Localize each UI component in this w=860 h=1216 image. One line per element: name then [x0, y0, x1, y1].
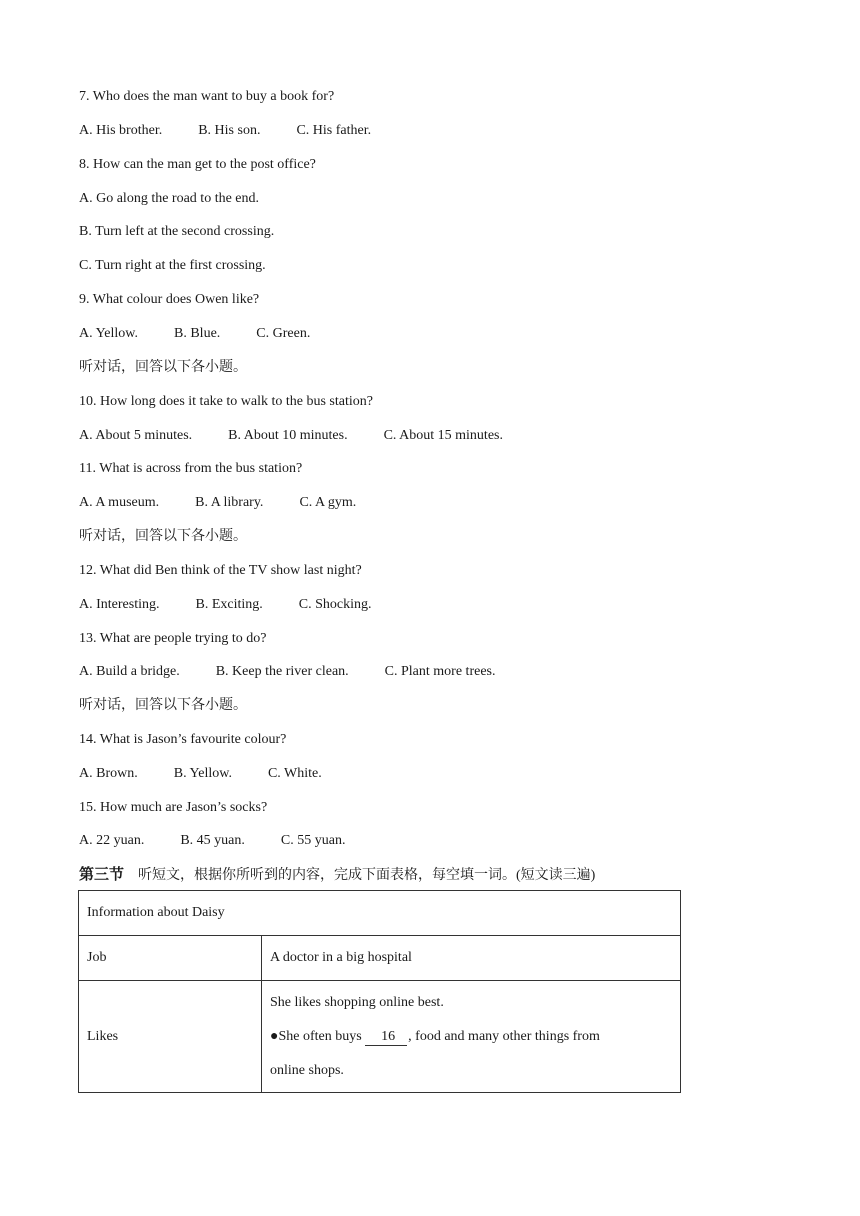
option-a: A. His brother.: [79, 123, 163, 138]
table-row-likes: [79, 981, 681, 1093]
question-15: 15. How much are Jason’s socks?: [79, 800, 268, 815]
question-10-options: [79, 427, 503, 445]
option-c: C. Plant more trees.: [384, 664, 496, 679]
question-7-options: [79, 122, 371, 140]
section-3-title: 第三节: [79, 865, 125, 883]
option-c: C. Shocking.: [298, 597, 372, 612]
option-c: C. Green.: [256, 326, 311, 341]
option-c: C. His father.: [296, 123, 372, 138]
option-b: B. His son.: [198, 123, 261, 138]
option-c: C. White.: [267, 766, 322, 781]
instruction: 听对话，回答以下各小题。: [79, 529, 247, 544]
question-9: 9. What colour does Owen like?: [79, 292, 260, 307]
likes-line-1: She likes shopping online best.: [270, 994, 444, 1010]
option-b: B. Keep the river clean.: [215, 664, 349, 679]
question-8-option-c: C. Turn right at the first crossing.: [79, 258, 266, 273]
daisy-info-table: [78, 890, 681, 1093]
table-header-row: [79, 891, 681, 936]
job-label: Job: [79, 936, 262, 981]
option-a: A. Interesting.: [79, 597, 160, 612]
table-header: Information about Daisy: [79, 891, 681, 936]
option-b: B. Yellow.: [173, 766, 232, 781]
question-10: 10. How long does it take to walk to the bus station?: [79, 394, 373, 409]
likes-label: Likes: [79, 981, 262, 1093]
question-8-option-a: A. Go along the road to the end.: [79, 191, 260, 206]
option-a: A. Build a bridge.: [79, 664, 180, 679]
likes-line-2-pre: ●She often buys: [270, 1028, 362, 1044]
question-8-option-b: B. Turn left at the second crossing.: [79, 224, 275, 239]
question-14-options: [79, 765, 322, 783]
option-a: A. About 5 minutes.: [79, 428, 193, 443]
question-8: 8. How can the man get to the post office?: [79, 157, 316, 172]
option-b: B. 45 yuan.: [180, 833, 245, 848]
question-11-options: [79, 494, 356, 512]
option-c: C. About 15 minutes.: [383, 428, 503, 443]
option-b: B. Exciting.: [195, 597, 263, 612]
section-3-instruction: 听短文，根据你所听到的内容，完成下面表格，每空填一词。(短文读三遍): [138, 868, 596, 883]
option-c: C. A gym.: [299, 495, 357, 510]
question-12-options: [79, 596, 372, 614]
likes-line-3: online shops.: [270, 1062, 344, 1078]
question-11: 11. What is across from the bus station?: [79, 461, 303, 476]
instruction: 听对话，回答以下各小题。: [79, 360, 247, 375]
question-12: 12. What did Ben think of the TV show last night?: [79, 563, 362, 578]
option-b: B. About 10 minutes.: [228, 428, 348, 443]
instruction: 听对话，回答以下各小题。: [79, 698, 247, 713]
blank-16[interactable]: 16: [365, 1029, 407, 1046]
likes-value: [262, 981, 681, 1093]
question-7: 7. Who does the man want to buy a book for?: [79, 89, 335, 104]
table-row-job: [79, 936, 681, 981]
option-c: C. 55 yuan.: [280, 833, 346, 848]
option-a: A. A museum.: [79, 495, 160, 510]
option-b: B. Blue.: [174, 326, 221, 341]
question-14: 14. What is Jason’s favourite colour?: [79, 732, 287, 747]
question-15-options: [79, 832, 345, 850]
question-13: 13. What are people trying to do?: [79, 631, 267, 646]
section-3-heading: [79, 864, 595, 886]
option-b: B. A library.: [195, 495, 264, 510]
likes-line-2-post: , food and many other things from: [408, 1028, 600, 1044]
option-a: A. 22 yuan.: [79, 833, 145, 848]
option-a: A. Yellow.: [79, 326, 138, 341]
question-9-options: [79, 325, 310, 343]
likes-line-2: [270, 1020, 672, 1054]
job-value: A doctor in a big hospital: [262, 936, 681, 981]
question-13-options: [79, 663, 495, 681]
option-a: A. Brown.: [79, 766, 138, 781]
